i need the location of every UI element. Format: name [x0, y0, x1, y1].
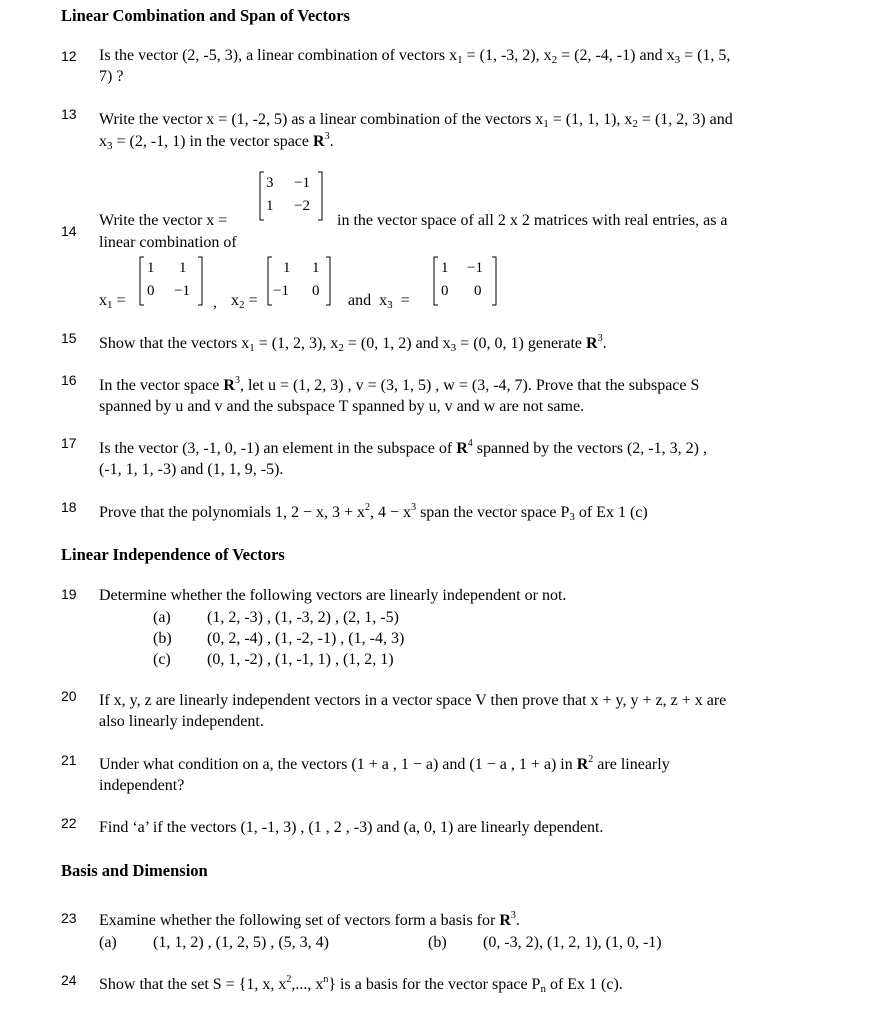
comma: ,	[213, 294, 217, 311]
question-16-line-1: In the vector space $R^3$, let u = (1, 2, 3) , v = (3, 1, 5) , w = (3, -4, 7). Prove that the subspace S	[99, 375, 700, 394]
matrix-x	[258, 170, 324, 222]
x2-label: $x_2$ =	[231, 292, 258, 311]
matrix-x3	[432, 255, 498, 307]
question-12-line-2: 7) ?	[99, 68, 124, 85]
option-text: (1, 1, 2) , (1, 2, 5) , (5, 3, 4)	[153, 934, 329, 951]
matrix-cell: 0	[312, 283, 320, 299]
matrix-cell: −1	[174, 283, 190, 299]
question-number-19: 19	[61, 586, 77, 602]
matrix-cell: 1	[312, 260, 320, 276]
question-23-line-1: Examine whether the following set of vectors form a basis for $R^3$.	[99, 910, 520, 929]
question-number-24: 24	[61, 972, 77, 988]
matrix-cell: 0	[474, 283, 482, 299]
question-number-16: 16	[61, 372, 77, 388]
matrix-cell: 1	[147, 260, 155, 276]
question-14-line-2: linear combination of	[99, 234, 237, 251]
matrix-cell: 3	[266, 175, 274, 191]
option-label: (a)	[99, 934, 117, 951]
question-14-line-1a: Write the vector x =	[99, 212, 228, 229]
option-label: (b)	[428, 934, 447, 951]
question-number-14: 14	[61, 223, 77, 239]
question-17-line-1: Is the vector (3, -1, 0, -1) an element in the subspace of $R^4$ spanned by the vectors (2, -1, 3, 2) ,	[99, 438, 707, 457]
matrix-cell: 0	[147, 283, 155, 299]
question-13-line-1: Write the vector x = (1, -2, 5) as a linear combination of the vectors $x_1 = (1$, 1, 1), $x_2 = (1$, 2, 3) and	[99, 111, 733, 130]
section-heading-span: Linear Combination and Span of Vectors	[61, 6, 350, 25]
question-number-21: 21	[61, 752, 77, 768]
option-text: (0, -3, 2), (1, 2, 1), (1, 0, -1)	[483, 934, 662, 951]
question-18-line-1: Prove that the polynomials 1, 2 − x, $3 + x^2$, $4 - x^3$ span the vector space $P_3$ of Ex 1 (c)	[99, 502, 648, 523]
matrix-x2	[266, 255, 332, 307]
question-12-line-1: Is the vector (2, -5, 3), a linear combination of vectors $x_1 = (1$, -3, 2), $x_2 = (2$, -4, -1) and $x_3 = (1$, 5,	[99, 47, 731, 66]
option-text: (1, 2, -3) , (1, -3, 2) , (2, 1, -5)	[207, 609, 399, 626]
question-20-line-2: also linearly independent.	[99, 713, 264, 730]
option-label: (b)	[153, 630, 172, 647]
question-13-line-2: $x_3 = (2$, -1, 1) in the vector space $R^3$.	[99, 131, 334, 152]
matrix-cell: −1	[273, 283, 289, 299]
question-21-line-1: Under what condition on a, the vectors (1 + a , 1 − a) and (1 − a , 1 + a) in $R^2$ are linearly	[99, 754, 670, 773]
question-15-line-1: Show that the vectors $x_1 = (1$, 2, 3), $x_2 = (0$, 1, 2) and $x_3 = (0$, 0, 1) generate $R^3$.	[99, 333, 607, 354]
option-text: (0, 2, -4) , (1, -2, -1) , (1, -4, 3)	[207, 630, 405, 647]
question-number-22: 22	[61, 815, 77, 831]
question-19-intro: Determine whether the following vectors are linearly independent or not.	[99, 587, 567, 604]
option-text: (0, 1, -2) , (1, -1, 1) , (1, 2, 1)	[207, 651, 394, 668]
question-number-15: 15	[61, 330, 77, 346]
question-number-17: 17	[61, 435, 77, 451]
x1-label: $x_1$ =	[99, 292, 126, 311]
question-21-line-2: independent?	[99, 777, 185, 794]
question-number-18: 18	[61, 499, 77, 515]
question-24-line-1: Show that the set S = {1, x, $x^2$,..., $x^n$} is a basis for the vector space $P_n$ of Ex 1 (c).	[99, 974, 623, 995]
question-16-line-2: spanned by u and v and the subspace T spanned by u, v and w are not same.	[99, 398, 585, 415]
question-number-20: 20	[61, 688, 77, 704]
section-heading-independence: Linear Independence of Vectors	[61, 545, 285, 564]
matrix-cell: −1	[467, 260, 483, 276]
option-label: (c)	[153, 651, 171, 668]
question-14-line-1b: in the vector space of all 2 x 2 matrices with real entries, as a	[337, 212, 728, 229]
question-number-23: 23	[61, 910, 77, 926]
matrix-cell: 0	[441, 283, 449, 299]
matrix-x1	[138, 255, 204, 307]
matrix-cell: 1	[266, 198, 274, 214]
question-20-line-1: If x, y, z are linearly independent vectors in a vector space V then prove that x + y, y + z, z + x are	[99, 692, 727, 709]
matrix-cell: 1	[283, 260, 291, 276]
section-heading-basis: Basis and Dimension	[61, 861, 208, 880]
matrix-cell: 1	[179, 260, 187, 276]
question-22-line-1: Find ‘a’ if the vectors (1, -1, 3) , (1 , 2 , -3) and (a, 0, 1) are linearly dependent.	[99, 819, 604, 836]
x3-label: and $x_3$ =	[348, 292, 410, 311]
matrix-cell: −2	[294, 198, 310, 214]
question-number-13: 13	[61, 106, 77, 122]
matrix-cell: 1	[441, 260, 449, 276]
option-label: (a)	[153, 609, 171, 626]
matrix-cell: −1	[294, 175, 310, 191]
question-17-line-2: (-1, 1, 1, -3) and (1, 1, 9, -5).	[99, 461, 284, 478]
question-number-12: 12	[61, 48, 77, 64]
